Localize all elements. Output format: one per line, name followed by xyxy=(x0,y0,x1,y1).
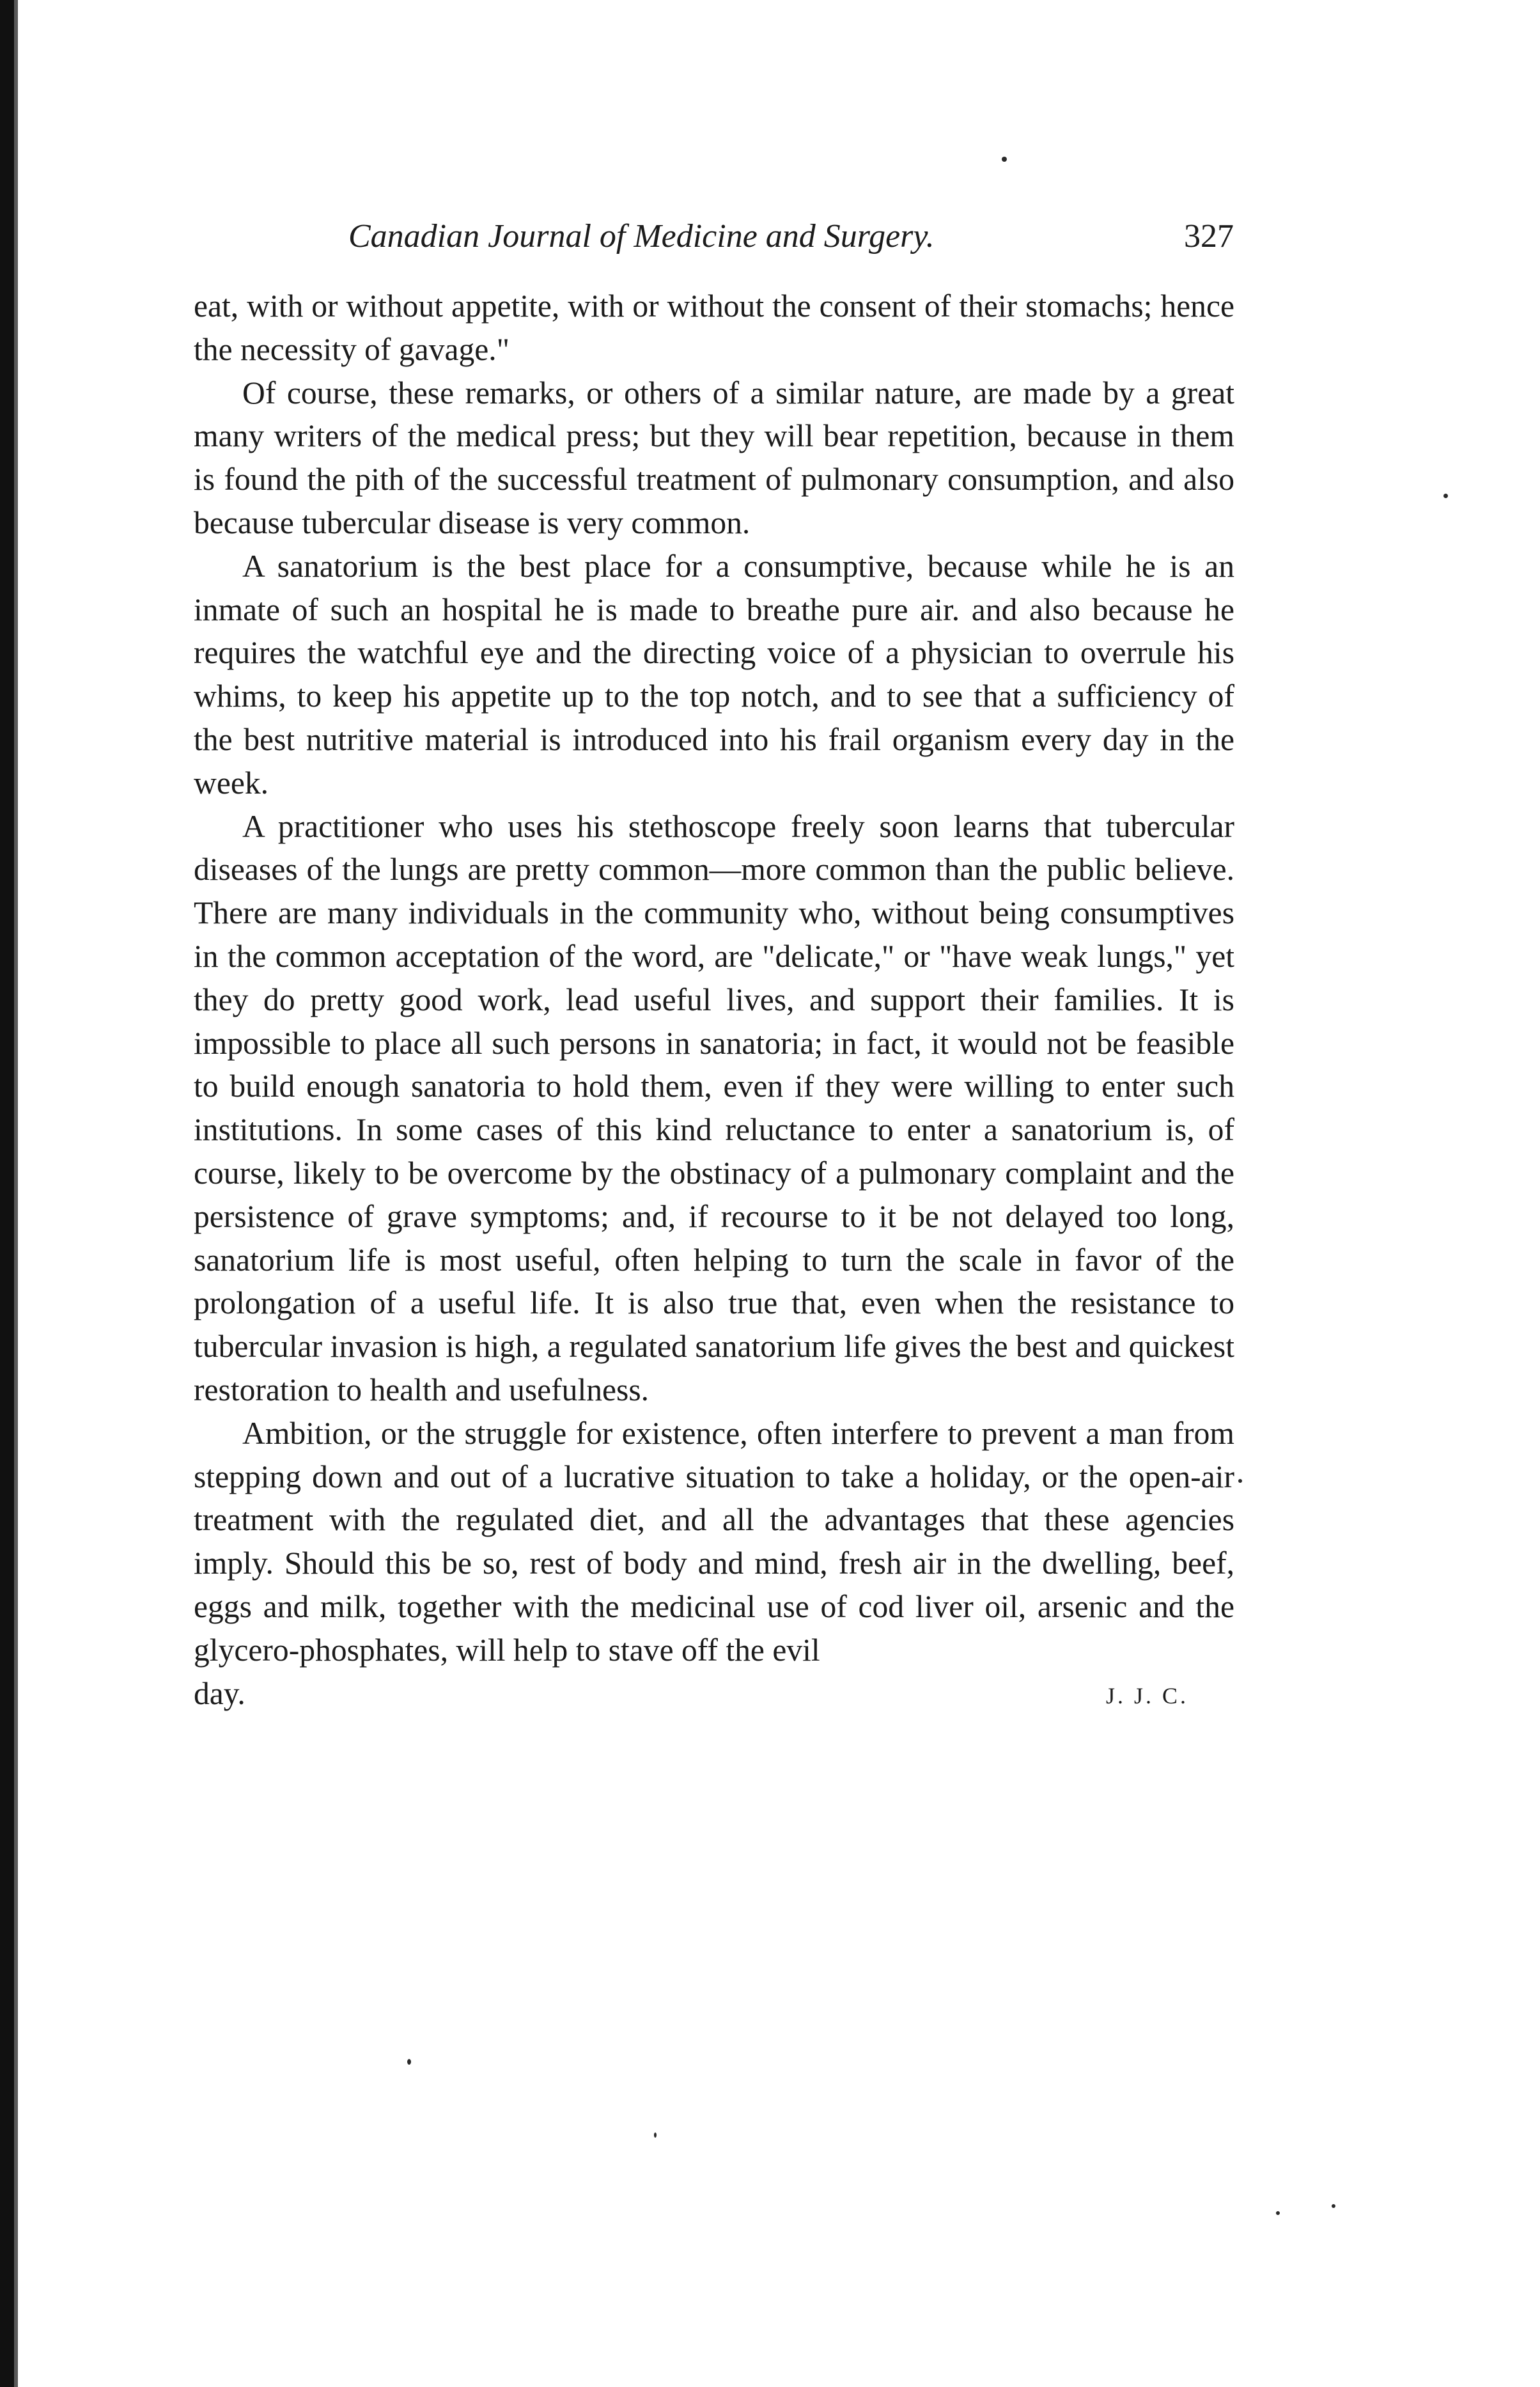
scan-binding-shadow xyxy=(14,0,18,2387)
article-body xyxy=(194,285,1234,1715)
journal-title: Canadian Journal of Medicine and Surgery. xyxy=(348,218,935,254)
scan-speck xyxy=(407,2059,411,2065)
scan-speck xyxy=(1332,2204,1335,2208)
page-number: 327 xyxy=(1184,218,1234,254)
paragraph: A practitioner who uses his stethoscope freely soon learns that tubercular diseases of the lungs are pretty common—more common than the public believe. There are many individuals in the community who, without being consumptives in the common acceptation of the word, are "delicate," or "have weak lungs," yet they do pretty good work, lead useful lives, and support their families. It is impossible to place all such persons in sanatoria; in fact, it would not be feasible to build enough sanatoria to hold them, even if they were willing to enter such institutions. In some cases of this kind reluctance to enter a sanatorium is, of course, likely to be overcome by the obstinacy of a pulmonary complaint and the persistence of grave symptoms; and, if recourse to it be not delayed too long, sanatorium life is most useful, often helping to turn the scale in favor of the prolongation of a useful life. It is also true that, even when the resistance to tubercular invasion is high, a regulated sanatorium life gives the best and quickest restoration to health and usefulness. xyxy=(194,808,1234,1407)
scan-speck xyxy=(1276,2211,1280,2215)
paragraph: Of course, these remarks, or others of a similar nature, are made by a great many writers of the medical press; but they will bear repetition, because in them is found the pith of the successful treatment of pulmonary consumption, and also because tubercular disease is very common. xyxy=(194,375,1234,540)
paragraph: A sanatorium is the best place for a consumptive, because while he is an inmate of such an hospital he is made to breathe pure air. and also because he requires the watchful eye and the directing voice of a physician to overrule his whims, to keep his appetite up to the top notch, and to see that a sufficiency of the best nutritive material is introduced into his frail organism every day in the week. xyxy=(194,548,1234,801)
scan-speck xyxy=(1002,157,1007,162)
closing-line xyxy=(194,1672,1234,1716)
scan-binding-edge xyxy=(0,0,14,2387)
author-signature: J. J. C. xyxy=(1105,1682,1188,1709)
paragraph-continuation: eat, with or without appetite, with or without the consent of their stomachs; hence the necessity of gavage." xyxy=(194,288,1234,367)
closing-word: day. xyxy=(194,1675,245,1711)
scan-speck xyxy=(1238,1479,1242,1483)
scan-speck xyxy=(1443,494,1448,498)
paragraph: Ambition, or the struggle for existence, often interfere to prevent a man from stepping down and out of a lucrative situation to take a holiday, or the open-air treatment with the regulated diet, and all the advantages that these agencies imply. Should this be so, rest of body and mind, fresh air in the dwelling, beef, eggs and milk, together with the medicinal use of cod liver oil, arsenic and the glycero-phosphates, will help to stave off the evil xyxy=(194,1415,1234,1668)
running-header xyxy=(192,211,1234,262)
scan-speck xyxy=(654,2133,657,2138)
